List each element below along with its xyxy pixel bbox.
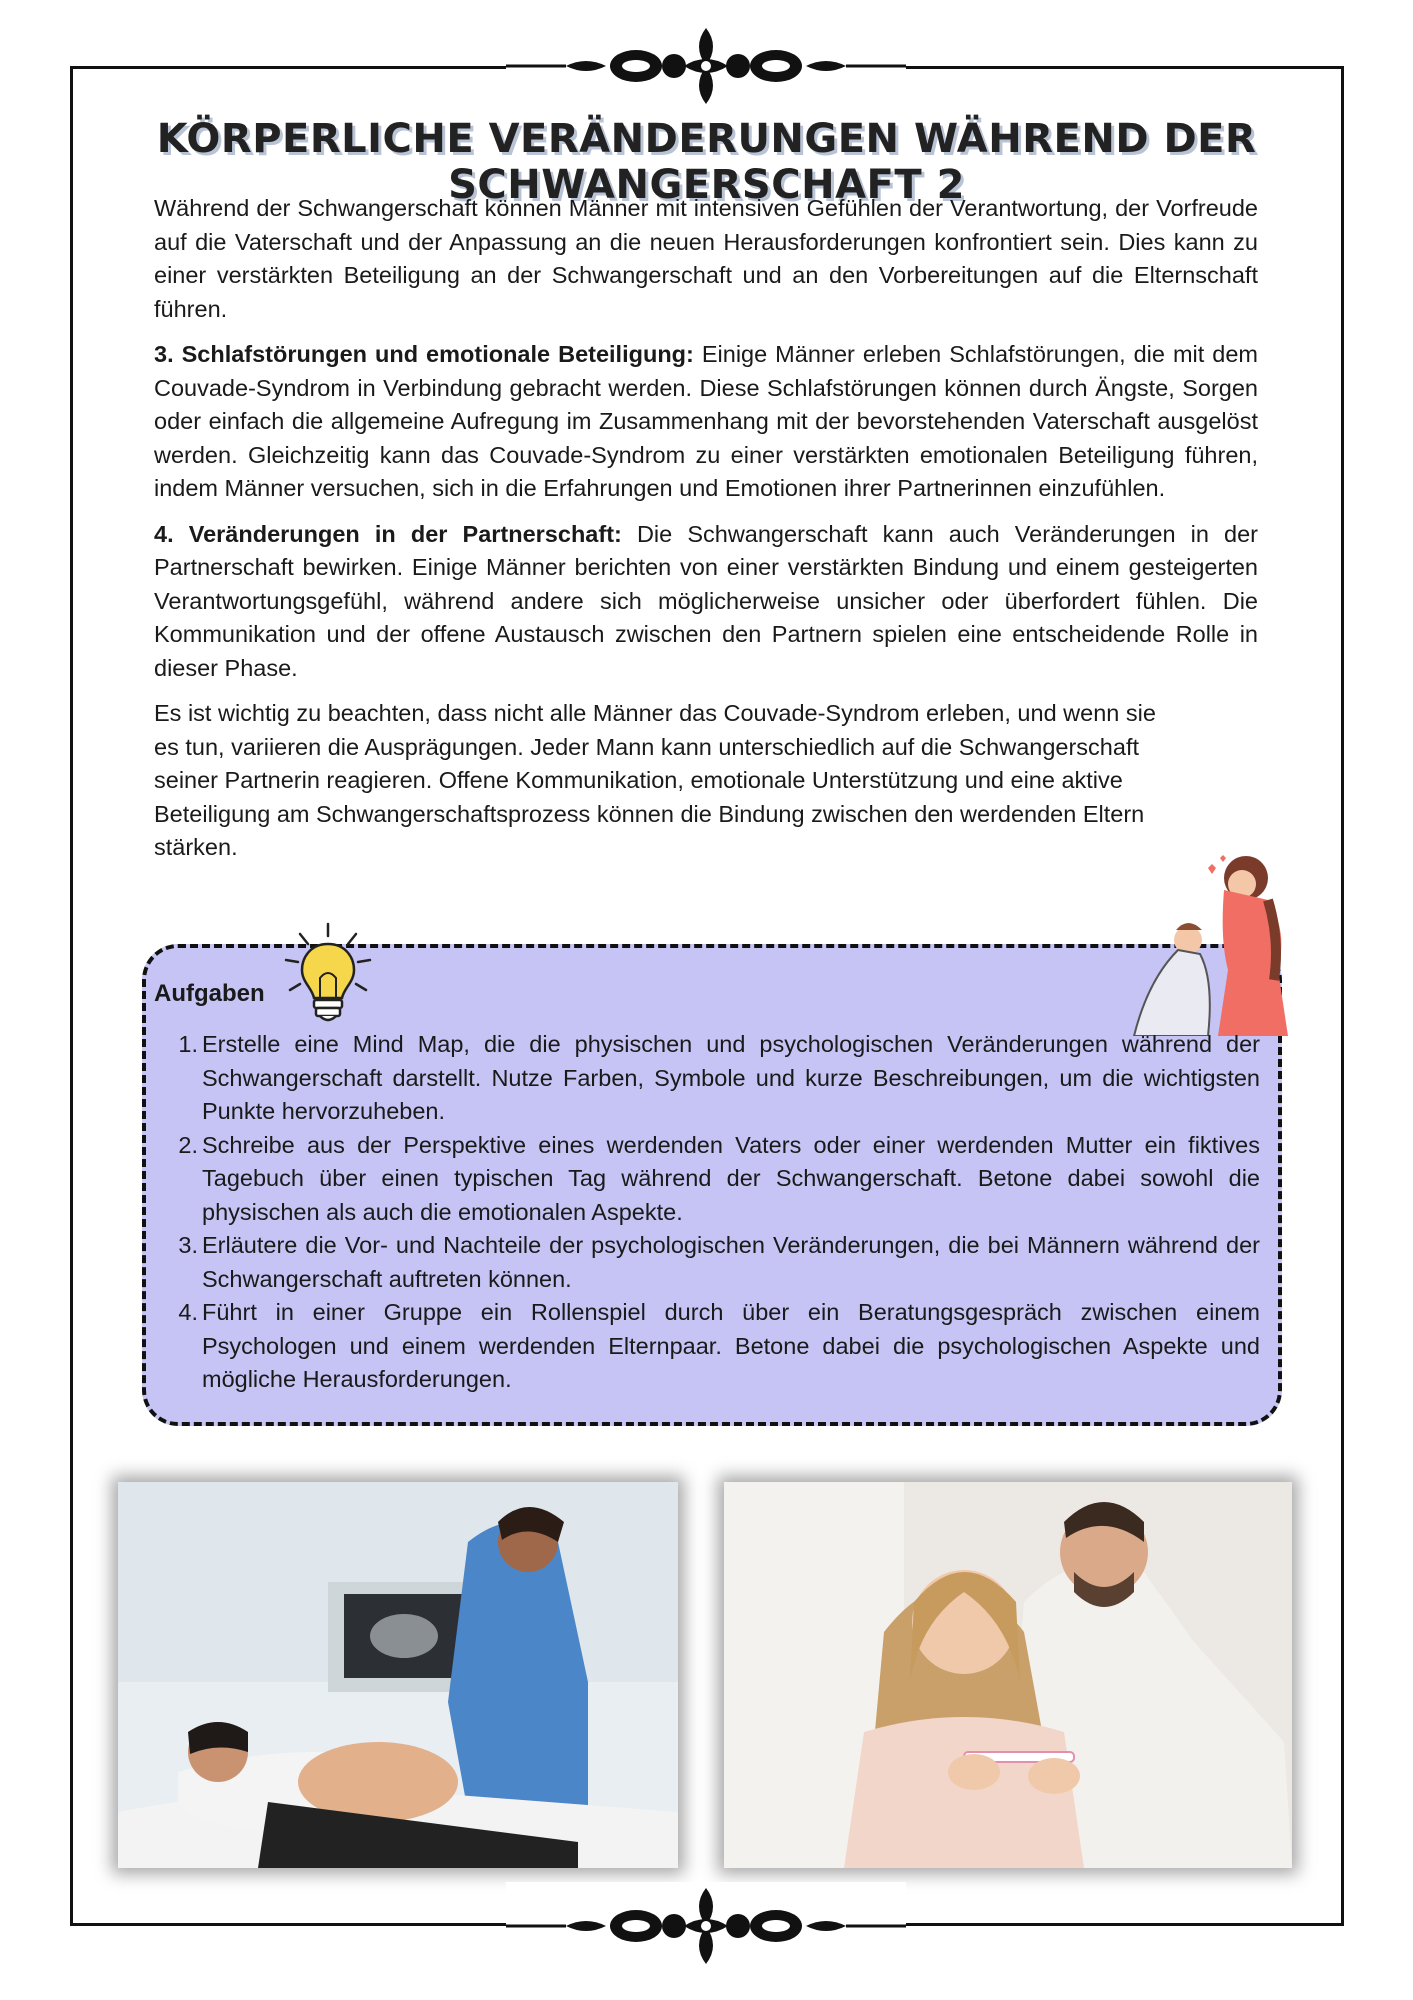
task-text: Erstelle eine Mind Map, die die physischen und psychologischen Veränderungen während der Schwangerschaft darstellt. Nutze Farben, Symbole und kurze Beschreibungen, um die wichtigsten Punkte hervorzuheben. [202, 1031, 1260, 1124]
page-title: KÖRPERLICHE VERÄNDERUNGEN WÄHREND DER SCHWANGERSCHAFT 2 [156, 116, 1257, 208]
task-item [162, 1028, 1260, 1129]
couple-photo [724, 1482, 1292, 1868]
section-paragraph [154, 518, 1258, 686]
task-item [162, 1296, 1260, 1397]
section-heading: 4. Veränderungen in der Partnerschaft: [154, 520, 622, 547]
task-item [162, 1129, 1260, 1230]
section-paragraph [154, 338, 1258, 506]
tasks-list [162, 1028, 1260, 1397]
ultrasound-photo [118, 1482, 678, 1868]
task-number: 1. [178, 1031, 198, 1057]
lightbulb-icon [280, 920, 376, 1030]
intro-paragraph: Während der Schwangerschaft können Männer mit intensiven Gefühlen der Verantwortung, der Vorfreude auf die Vaterschaft und der Anpassung an die neuen Herausforderungen konfrontiert sein. Dies kann zu einer verstärkten Beteiligung an der Schwangerschaft und an den Vorbereitungen auf die Elternschaft führen. [154, 195, 1258, 322]
ornament-bottom [506, 1882, 906, 1972]
task-number: 4. [178, 1299, 198, 1325]
ornament-top [506, 22, 906, 112]
tasks-title: Aufgaben [154, 980, 265, 1007]
task-text: Schreibe aus der Perspektive eines werdenden Vaters oder einer werdenden Mutter ein fiktives Tagebuch über einen typischen Tag während der Schwangerschaft. Betone dabei sowohl die physischen als auch die emotionalen Aspekte. [202, 1131, 1260, 1225]
task-number: 2. [178, 1131, 198, 1158]
task-text: Erläutere die Vor- und Nachteile der psychologischen Veränderungen, die bei Männern während der Schwangerschaft auftreten können. [202, 1232, 1260, 1292]
main-text [154, 192, 1258, 877]
task-item [162, 1229, 1260, 1296]
section-text: Die Schwangerschaft kann auch Veränderungen in der Partnerschaft bewirken. Einige Männer berichten von einer verstärkten Bindung und einem gesteigerten Verantwortungsgefühl, während andere sich möglicherweise unsicher oder überfordert fühlen. Die Kommunikation und der offene Austausch zwischen den Partnern spielen eine entscheidende Rolle in dieser Phase. [154, 520, 1258, 681]
section-text: Einige Männer erleben Schlafstörungen, die mit dem Couvade-Syndrom in Verbindung gebracht werden. Diese Schlafstörungen können durch Ängste, Sorgen oder einfach die allgemeine Aufregung im Zusammenhang mit der bevorstehenden Vaterschaft ausgelöst werden. Gleichzeitig kann das Couvade-Syndrom zu einer verstärkten emotionalen Beteiligung führen, indem Männer versuchen, sich in die Erfahrungen und Emotionen ihrer Partnerinnen einzufühlen. [154, 341, 1258, 501]
section-heading: 3. Schlafstörungen und emotionale Beteiligung: [154, 341, 694, 367]
task-text: Führt in einer Gruppe ein Rollenspiel durch über ein Beratungsgespräch zwischen einem Psychologen und einem werdenden Elternpaar. Betone dabei die psychologischen Aspekte und mögliche Herausforderungen. [202, 1299, 1260, 1392]
closing-paragraph: Es ist wichtig zu beachten, dass nicht alle Männer das Couvade-Syndrom erleben, und wenn sie es tun, variieren die Ausprägungen. Jeder Mann kann unterschiedlich auf die Schwangerschaft seiner Partnerin reagieren. Offene Kommunikation, emotionale Unterstützung und eine aktive Beteiligung am Schwangerschaftsprozess können die Bindung zwischen den werdenden Eltern stärken. [154, 700, 1156, 860]
couple-illustration [1128, 850, 1314, 1036]
task-number: 3. [178, 1232, 198, 1258]
